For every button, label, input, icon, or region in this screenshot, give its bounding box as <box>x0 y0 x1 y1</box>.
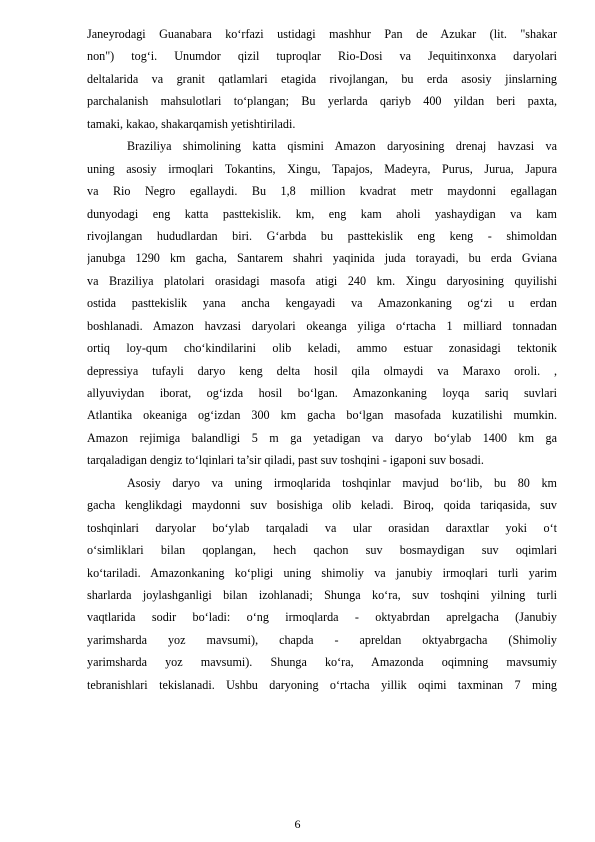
text-line: ostida pasttekislik yana ancha kengayadi va Amazonkaning ogʻzi u erdan <box>87 296 557 311</box>
text-line: uning asosiy irmoqlari Tokantins, Xingu, Tapajos, Madeyra, Purus, Jurua, Japura <box>87 161 557 176</box>
text-line: parchalanish mahsulotlari toʻplangan; Bu yerlarda qariyb 400 yildan beri paxta, <box>87 94 557 109</box>
text-line: depressiya tufayli daryo keng delta hosil qila olmaydi va Maraxo oroli. , <box>87 363 557 378</box>
text-line: tarqaladigan dengiz toʻlqinlari ta’sir qiladi, past suv toshqini - igaponi suv bosadi. <box>87 453 484 468</box>
text-line: deltalarida va granit qatlamlari etagida rivojlangan, bu erda asosiy jinslarning <box>87 71 557 86</box>
paragraph <box>87 472 557 696</box>
text-line: allyuviydan iborat, ogʻizda hosil boʻlgan. Amazonkaning loyqa sariq suvlari <box>87 386 557 400</box>
text-line: tamaki, kakao, shakarqamish yetishtiriladi. <box>87 116 296 131</box>
text-line: boshlanadi. Amazon havzasi daryolari okeanga yiliga oʻrtacha 1 milliard tonnadan <box>87 318 557 333</box>
text-line: oʻsimliklari bilan qoplangan, hech qachon suv bosmaydigan suv oqimlari <box>87 543 557 558</box>
text-line: toshqinlari daryolar boʻylab tarqaladi va ular orasidan daraxtlar yoki oʻt <box>87 520 557 535</box>
text-line: vaqtlarida sodir boʻladi: oʻng irmoqlarda - oktyabrdan aprelgacha (Janubiy <box>87 610 557 625</box>
paragraph <box>87 23 557 135</box>
text-line: va Rio Negro egallaydi. Bu 1,8 million kvadrat metr maydonni egallagan <box>87 184 557 199</box>
text-line: non") togʻi. Unumdor qizil tuproqlar Rio-Dosi va Jequitinxonxa daryolari <box>87 49 557 64</box>
text-line: koʻtariladi. Amazonkaning koʻpligi uning shimoliy va janubiy irmoqlari turli yarim <box>87 565 557 580</box>
text-line: yarimsharda yoz mavsumi). Shunga koʻra, Amazonda oqimning mavsumiy <box>87 655 557 670</box>
paragraph <box>87 135 557 472</box>
text-line: Asosiy daryo va uning irmoqlarida toshqinlar mavjud boʻlib, bu 80 km <box>127 475 557 490</box>
text-line: ortiq loy-qum choʻkindilarini olib keladi, ammo estuar zonasidagi tektonik <box>87 341 557 356</box>
text-line: gacha kenglikdagi maydonni suv bosishiga olib keladi. Biroq, qoida tariqasida, suv <box>87 498 557 513</box>
document-body <box>87 23 557 696</box>
text-line: Atlantika okeaniga ogʻizdan 300 km gacha boʻlgan masofada kuzatilishi mumkin. <box>87 408 557 423</box>
text-line: sharlarda joylashganligi bilan izohlanadi; Shunga koʻra, suv toshqini yilning turli <box>87 587 557 602</box>
text-line: va Braziliya platolari orasidagi masofa atigi 240 km. Xingu daryosining quyilishi <box>87 273 557 288</box>
text-line: rivojlangan hududlardan biri. Gʻarbda bu pasttekislik eng keng - shimoldan <box>87 228 557 243</box>
text-line: tebranishlari tekislanadi. Ushbu daryoning oʻrtacha yillik oqimi taxminan 7 ming <box>87 677 557 692</box>
text-line: dunyodagi eng katta pasttekislik. km, eng kam aholi yashaydigan va kam <box>87 206 557 221</box>
text-line: yarimsharda yoz mavsumi), chapda - apreldan oktyabrgacha (Shimoliy <box>87 632 557 647</box>
text-line: janubga 1290 km gacha, Santarem shahri yaqinida juda torayadi, bu erda Gviana <box>87 251 557 266</box>
text-line: Braziliya shimolining katta qismini Amazon daryosining drenaj havzasi va <box>127 139 557 154</box>
text-line: Janeyrodagi Guanabara koʻrfazi ustidagi mashhur Pan de Azukar (lit. "shakar <box>87 27 557 41</box>
text-line: Amazon rejimiga balandligi 5 m ga yetadigan va daryo boʻylab 1400 km ga <box>87 430 557 445</box>
page-number: 6 <box>294 817 301 831</box>
